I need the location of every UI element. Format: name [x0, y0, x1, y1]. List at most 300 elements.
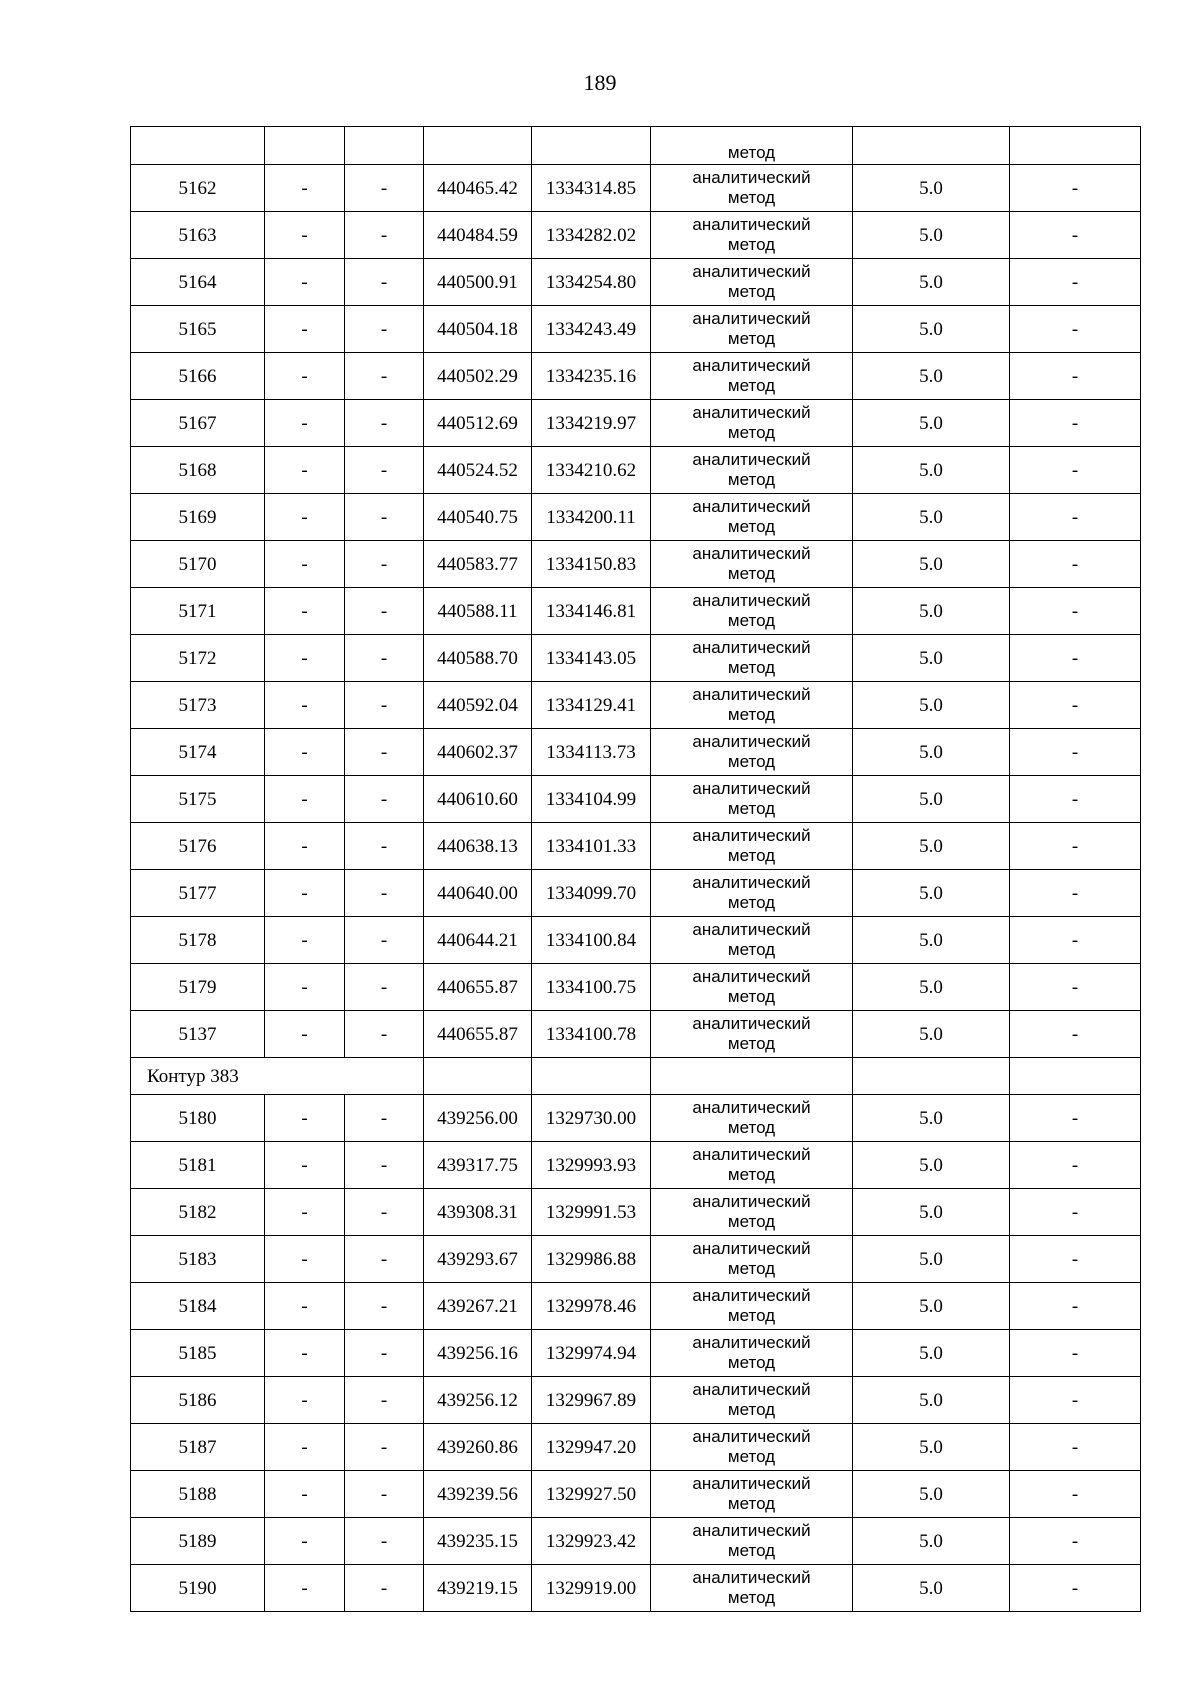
- cell-x: 439235.15: [424, 1518, 532, 1565]
- cell-col3: -: [345, 1330, 424, 1377]
- cell-accuracy: 5.0: [853, 823, 1010, 870]
- cell-point-number: 5178: [131, 917, 265, 964]
- cell-point-number: 5177: [131, 870, 265, 917]
- method-line2: метод: [727, 987, 776, 1006]
- cell-accuracy: 5.0: [853, 1518, 1010, 1565]
- table-row: [131, 870, 1141, 917]
- cell-col3: -: [345, 1565, 424, 1612]
- cell-col2: -: [265, 165, 345, 212]
- cell-accuracy: 5.0: [853, 541, 1010, 588]
- method-line2: метод: [727, 329, 776, 348]
- table-row: [131, 729, 1141, 776]
- cell-x: 439256.12: [424, 1377, 532, 1424]
- cell-method: [651, 1189, 853, 1236]
- cell-empty: [345, 127, 424, 165]
- method-line2: метод: [727, 893, 776, 912]
- table-row: [131, 212, 1141, 259]
- cell-x: 439293.67: [424, 1236, 532, 1283]
- cell-accuracy: 5.0: [853, 729, 1010, 776]
- cell-col3: -: [345, 353, 424, 400]
- cell-col3: -: [345, 165, 424, 212]
- cell-x: 439317.75: [424, 1142, 532, 1189]
- method-line2: метод: [727, 1494, 776, 1513]
- cell-col8: -: [1010, 635, 1141, 682]
- cell-x: 440465.42: [424, 165, 532, 212]
- table-row: [131, 682, 1141, 729]
- cell-col2: -: [265, 776, 345, 823]
- cell-accuracy: 5.0: [853, 353, 1010, 400]
- cell-x: 440644.21: [424, 917, 532, 964]
- cell-point-number: 5181: [131, 1142, 265, 1189]
- cell-col8: -: [1010, 1424, 1141, 1471]
- cell-point-number: 5180: [131, 1095, 265, 1142]
- cell-method: [651, 1377, 853, 1424]
- cell-col2: -: [265, 729, 345, 776]
- cell-x: 439256.16: [424, 1330, 532, 1377]
- table-row: [131, 1471, 1141, 1518]
- cell-y: 1334235.16: [532, 353, 651, 400]
- cell-method: [651, 494, 853, 541]
- cell-method: [651, 1518, 853, 1565]
- coordinates-table: [130, 126, 1141, 1612]
- cell-col8: -: [1010, 541, 1141, 588]
- cell-point-number: 5182: [131, 1189, 265, 1236]
- cell-method: [651, 1236, 853, 1283]
- cell-y: 1329947.20: [532, 1424, 651, 1471]
- cell-method: [651, 1471, 853, 1518]
- cell-col2: -: [265, 1189, 345, 1236]
- cell-col3: -: [345, 1011, 424, 1058]
- cell-col2: -: [265, 447, 345, 494]
- cell-method: [651, 1283, 853, 1330]
- method-line1: аналитический: [692, 355, 811, 375]
- cell-method: [651, 165, 853, 212]
- method-line1: аналитический: [692, 1191, 811, 1211]
- cell-empty: [532, 127, 651, 165]
- cell-accuracy: 5.0: [853, 917, 1010, 964]
- cell-accuracy: 5.0: [853, 306, 1010, 353]
- cell-point-number: 5183: [131, 1236, 265, 1283]
- cell-col3: -: [345, 1424, 424, 1471]
- method-line1: аналитический: [692, 872, 811, 892]
- cell-x: 440500.91: [424, 259, 532, 306]
- cell-x: 440524.52: [424, 447, 532, 494]
- method-line2: метод: [727, 1353, 776, 1372]
- cell-col3: -: [345, 494, 424, 541]
- table-row: [131, 964, 1141, 1011]
- method-line1: аналитический: [692, 590, 811, 610]
- table-row: [131, 1424, 1141, 1471]
- cell-col2: -: [265, 1424, 345, 1471]
- table-row: [131, 1011, 1141, 1058]
- cell-col2: -: [265, 1518, 345, 1565]
- cell-col3: -: [345, 400, 424, 447]
- method-line2: метод: [727, 188, 776, 207]
- cell-method: [651, 400, 853, 447]
- cell-col3: -: [345, 447, 424, 494]
- method-line2: метод: [727, 517, 776, 536]
- method-line1: аналитический: [692, 1332, 811, 1352]
- cell-method: [651, 635, 853, 682]
- method-line1: аналитический: [692, 1097, 811, 1117]
- method-line1: аналитический: [692, 1013, 811, 1033]
- cell-y: 1334099.70: [532, 870, 651, 917]
- method-line2: метод: [727, 470, 776, 489]
- cell-y: 1334282.02: [532, 212, 651, 259]
- cell-col8: -: [1010, 729, 1141, 776]
- cell-col3: -: [345, 917, 424, 964]
- cell-accuracy: 5.0: [853, 165, 1010, 212]
- table-row: [131, 165, 1141, 212]
- method-line2: метод: [727, 1259, 776, 1278]
- method-line2: метод: [727, 705, 776, 724]
- method-line1: аналитический: [692, 731, 811, 751]
- cell-col3: -: [345, 964, 424, 1011]
- cell-accuracy: 5.0: [853, 588, 1010, 635]
- cell-empty: [853, 1058, 1010, 1095]
- cell-col2: -: [265, 212, 345, 259]
- cell-point-number: 5173: [131, 682, 265, 729]
- cell-y: 1334210.62: [532, 447, 651, 494]
- cell-x: 439308.31: [424, 1189, 532, 1236]
- cell-x: 440592.04: [424, 682, 532, 729]
- cell-method: [651, 870, 853, 917]
- cell-col2: -: [265, 400, 345, 447]
- cell-col8: -: [1010, 1330, 1141, 1377]
- method-line1: аналитический: [692, 1144, 811, 1164]
- cell-x: 440588.11: [424, 588, 532, 635]
- cell-empty: [651, 1058, 853, 1095]
- cell-col8: -: [1010, 1283, 1141, 1330]
- cell-empty: [424, 127, 532, 165]
- cell-y: 1329986.88: [532, 1236, 651, 1283]
- method-line1: аналитический: [692, 1520, 811, 1540]
- cell-accuracy: 5.0: [853, 1283, 1010, 1330]
- cell-method: [651, 1565, 853, 1612]
- cell-col2: -: [265, 1471, 345, 1518]
- table-row: [131, 1330, 1141, 1377]
- cell-col2: -: [265, 1142, 345, 1189]
- table-row: [131, 259, 1141, 306]
- cell-col8: -: [1010, 1377, 1141, 1424]
- cell-x: 439219.15: [424, 1565, 532, 1612]
- cell-method: [651, 1424, 853, 1471]
- method-line2: метод: [727, 376, 776, 395]
- cell-method: [651, 682, 853, 729]
- cell-col8: -: [1010, 682, 1141, 729]
- cell-point-number: 5184: [131, 1283, 265, 1330]
- cell-accuracy: 5.0: [853, 400, 1010, 447]
- method-line2: метод: [727, 1541, 776, 1560]
- cell-point-number: 5190: [131, 1565, 265, 1612]
- cell-accuracy: 5.0: [853, 635, 1010, 682]
- cell-accuracy: 5.0: [853, 1236, 1010, 1283]
- method-line2: метод: [727, 1306, 776, 1325]
- method-line2: метод: [727, 752, 776, 771]
- table-row: [131, 1142, 1141, 1189]
- cell-x: 440588.70: [424, 635, 532, 682]
- method-line2: метод: [727, 1118, 776, 1137]
- table-row: [131, 588, 1141, 635]
- cell-y: 1329967.89: [532, 1377, 651, 1424]
- cell-col2: -: [265, 588, 345, 635]
- cell-col8: -: [1010, 494, 1141, 541]
- table-row: [131, 447, 1141, 494]
- cell-col8: -: [1010, 165, 1141, 212]
- cell-x: 440655.87: [424, 1011, 532, 1058]
- cell-y: 1329993.93: [532, 1142, 651, 1189]
- cell-accuracy: 5.0: [853, 1377, 1010, 1424]
- page-number: 189: [583, 70, 617, 95]
- cell-method: [651, 964, 853, 1011]
- method-line2: метод: [727, 1034, 776, 1053]
- cell-col3: -: [345, 823, 424, 870]
- cell-col8: -: [1010, 212, 1141, 259]
- method-line2: метод: [727, 799, 776, 818]
- cell-x: 440610.60: [424, 776, 532, 823]
- method-line1: аналитический: [692, 496, 811, 516]
- cell-col8: -: [1010, 964, 1141, 1011]
- cell-col2: -: [265, 964, 345, 1011]
- cell-accuracy: 5.0: [853, 776, 1010, 823]
- cell-y: 1334100.75: [532, 964, 651, 1011]
- cell-col8: -: [1010, 400, 1141, 447]
- cell-x: 440484.59: [424, 212, 532, 259]
- cell-method: [651, 541, 853, 588]
- method-line1: аналитический: [692, 919, 811, 939]
- cell-point-number: 5168: [131, 447, 265, 494]
- cell-point-number: 5188: [131, 1471, 265, 1518]
- cell-col3: -: [345, 1283, 424, 1330]
- table-row: [131, 776, 1141, 823]
- cell-method: [651, 588, 853, 635]
- cell-y: 1329991.53: [532, 1189, 651, 1236]
- cell-point-number: 5171: [131, 588, 265, 635]
- cell-empty: [424, 1058, 532, 1095]
- method-line1: аналитический: [692, 1473, 811, 1493]
- cell-point-number: 5172: [131, 635, 265, 682]
- cell-method: [651, 823, 853, 870]
- method-line1: аналитический: [692, 261, 811, 281]
- cell-col3: -: [345, 541, 424, 588]
- method-line1: аналитический: [692, 543, 811, 563]
- cell-method: метод: [651, 127, 853, 165]
- cell-empty: [131, 127, 265, 165]
- cell-accuracy: 5.0: [853, 870, 1010, 917]
- cell-accuracy: 5.0: [853, 1330, 1010, 1377]
- cell-col8: -: [1010, 353, 1141, 400]
- cell-x: 439256.00: [424, 1095, 532, 1142]
- cell-y: 1334200.11: [532, 494, 651, 541]
- cell-x: 440512.69: [424, 400, 532, 447]
- cell-x: 440638.13: [424, 823, 532, 870]
- cell-y: 1329974.94: [532, 1330, 651, 1377]
- cell-y: 1329927.50: [532, 1471, 651, 1518]
- cell-col2: -: [265, 259, 345, 306]
- cell-col8: -: [1010, 1095, 1141, 1142]
- cell-col2: -: [265, 1283, 345, 1330]
- cell-col2: -: [265, 306, 345, 353]
- table-row: [131, 823, 1141, 870]
- continuation-row: [131, 127, 1141, 165]
- cell-col8: -: [1010, 1471, 1141, 1518]
- cell-accuracy: 5.0: [853, 1565, 1010, 1612]
- method-line2: метод: [727, 282, 776, 301]
- cell-point-number: 5175: [131, 776, 265, 823]
- table-row: [131, 1236, 1141, 1283]
- cell-empty: [265, 127, 345, 165]
- cell-col3: -: [345, 682, 424, 729]
- cell-col3: -: [345, 1236, 424, 1283]
- cell-col3: -: [345, 729, 424, 776]
- cell-point-number: 5137: [131, 1011, 265, 1058]
- cell-point-number: 5162: [131, 165, 265, 212]
- cell-col2: -: [265, 353, 345, 400]
- table-row: [131, 635, 1141, 682]
- cell-accuracy: 5.0: [853, 964, 1010, 1011]
- cell-col3: -: [345, 306, 424, 353]
- method-line2: метод: [727, 235, 776, 254]
- cell-col2: -: [265, 682, 345, 729]
- cell-point-number: 5166: [131, 353, 265, 400]
- cell-col2: -: [265, 1377, 345, 1424]
- table-row: [131, 353, 1141, 400]
- cell-col3: -: [345, 1189, 424, 1236]
- cell-y: 1334101.33: [532, 823, 651, 870]
- cell-accuracy: 5.0: [853, 494, 1010, 541]
- cell-col8: -: [1010, 1189, 1141, 1236]
- cell-accuracy: 5.0: [853, 1424, 1010, 1471]
- cell-y: 1334129.41: [532, 682, 651, 729]
- cell-col3: -: [345, 1095, 424, 1142]
- cell-method: [651, 1011, 853, 1058]
- cell-point-number: 5185: [131, 1330, 265, 1377]
- cell-col8: -: [1010, 870, 1141, 917]
- cell-col8: -: [1010, 447, 1141, 494]
- cell-y: 1334113.73: [532, 729, 651, 776]
- cell-col2: -: [265, 870, 345, 917]
- cell-col2: -: [265, 1011, 345, 1058]
- table-row: [131, 494, 1141, 541]
- cell-col8: -: [1010, 917, 1141, 964]
- cell-y: 1329730.00: [532, 1095, 651, 1142]
- cell-col2: -: [265, 1095, 345, 1142]
- cell-point-number: 5174: [131, 729, 265, 776]
- cell-col3: -: [345, 1471, 424, 1518]
- method-line1: аналитический: [692, 1285, 811, 1305]
- cell-col3: -: [345, 1518, 424, 1565]
- method-line1: аналитический: [692, 825, 811, 845]
- method-line2: метод: [727, 846, 776, 865]
- cell-col2: -: [265, 541, 345, 588]
- cell-method: [651, 1330, 853, 1377]
- cell-col2: -: [265, 917, 345, 964]
- cell-col8: -: [1010, 1142, 1141, 1189]
- cell-col8: -: [1010, 1565, 1141, 1612]
- cell-y: 1329919.00: [532, 1565, 651, 1612]
- cell-x: 440502.29: [424, 353, 532, 400]
- cell-accuracy: 5.0: [853, 447, 1010, 494]
- cell-method: [651, 306, 853, 353]
- cell-y: 1334150.83: [532, 541, 651, 588]
- cell-accuracy: 5.0: [853, 1095, 1010, 1142]
- cell-x: 440602.37: [424, 729, 532, 776]
- cell-y: 1334254.80: [532, 259, 651, 306]
- method-line1: аналитический: [692, 1238, 811, 1258]
- cell-x: 440540.75: [424, 494, 532, 541]
- cell-accuracy: 5.0: [853, 1142, 1010, 1189]
- cell-point-number: 5176: [131, 823, 265, 870]
- cell-y: 1334100.78: [532, 1011, 651, 1058]
- cell-point-number: 5164: [131, 259, 265, 306]
- method-line1: аналитический: [692, 966, 811, 986]
- cell-col8: -: [1010, 823, 1141, 870]
- cell-empty: [1010, 127, 1141, 165]
- cell-col8: -: [1010, 306, 1141, 353]
- cell-x: 440583.77: [424, 541, 532, 588]
- cell-x: 440504.18: [424, 306, 532, 353]
- cell-y: 1334143.05: [532, 635, 651, 682]
- cell-y: 1329923.42: [532, 1518, 651, 1565]
- cell-empty: [1010, 1058, 1141, 1095]
- cell-accuracy: 5.0: [853, 259, 1010, 306]
- cell-x: 440655.87: [424, 964, 532, 1011]
- cell-col8: -: [1010, 1518, 1141, 1565]
- cell-col3: -: [345, 259, 424, 306]
- cell-y: 1334243.49: [532, 306, 651, 353]
- cell-col3: -: [345, 588, 424, 635]
- cell-y: 1329978.46: [532, 1283, 651, 1330]
- cell-col3: -: [345, 635, 424, 682]
- cell-method: [651, 259, 853, 306]
- table-row: [131, 541, 1141, 588]
- cell-method: [651, 212, 853, 259]
- method-line2: метод: [727, 1400, 776, 1419]
- cell-col2: -: [265, 494, 345, 541]
- cell-method: [651, 729, 853, 776]
- cell-y: 1334100.84: [532, 917, 651, 964]
- table-row: [131, 1095, 1141, 1142]
- cell-x: 439267.21: [424, 1283, 532, 1330]
- cell-point-number: 5163: [131, 212, 265, 259]
- cell-col2: -: [265, 1236, 345, 1283]
- cell-accuracy: 5.0: [853, 1471, 1010, 1518]
- table-row: [131, 917, 1141, 964]
- method-line1: аналитический: [692, 214, 811, 234]
- cell-accuracy: 5.0: [853, 1189, 1010, 1236]
- method-line1: аналитический: [692, 778, 811, 798]
- cell-col3: -: [345, 212, 424, 259]
- cell-method: [651, 1142, 853, 1189]
- method-line2: метод: [727, 564, 776, 583]
- cell-method: [651, 917, 853, 964]
- cell-col2: -: [265, 1330, 345, 1377]
- method-line1: аналитический: [692, 449, 811, 469]
- cell-accuracy: 5.0: [853, 1011, 1010, 1058]
- cell-col2: -: [265, 823, 345, 870]
- method-line1: аналитический: [692, 167, 811, 187]
- contour-label: Контур 383: [131, 1058, 424, 1095]
- table-row: [131, 1565, 1141, 1612]
- table-row: [131, 1518, 1141, 1565]
- cell-empty: [532, 1058, 651, 1095]
- cell-col3: -: [345, 870, 424, 917]
- method-line2: метод: [727, 1447, 776, 1466]
- table-row: [131, 306, 1141, 353]
- method-line2: метод: [727, 658, 776, 677]
- table-body: [131, 127, 1141, 1612]
- cell-y: 1334314.85: [532, 165, 651, 212]
